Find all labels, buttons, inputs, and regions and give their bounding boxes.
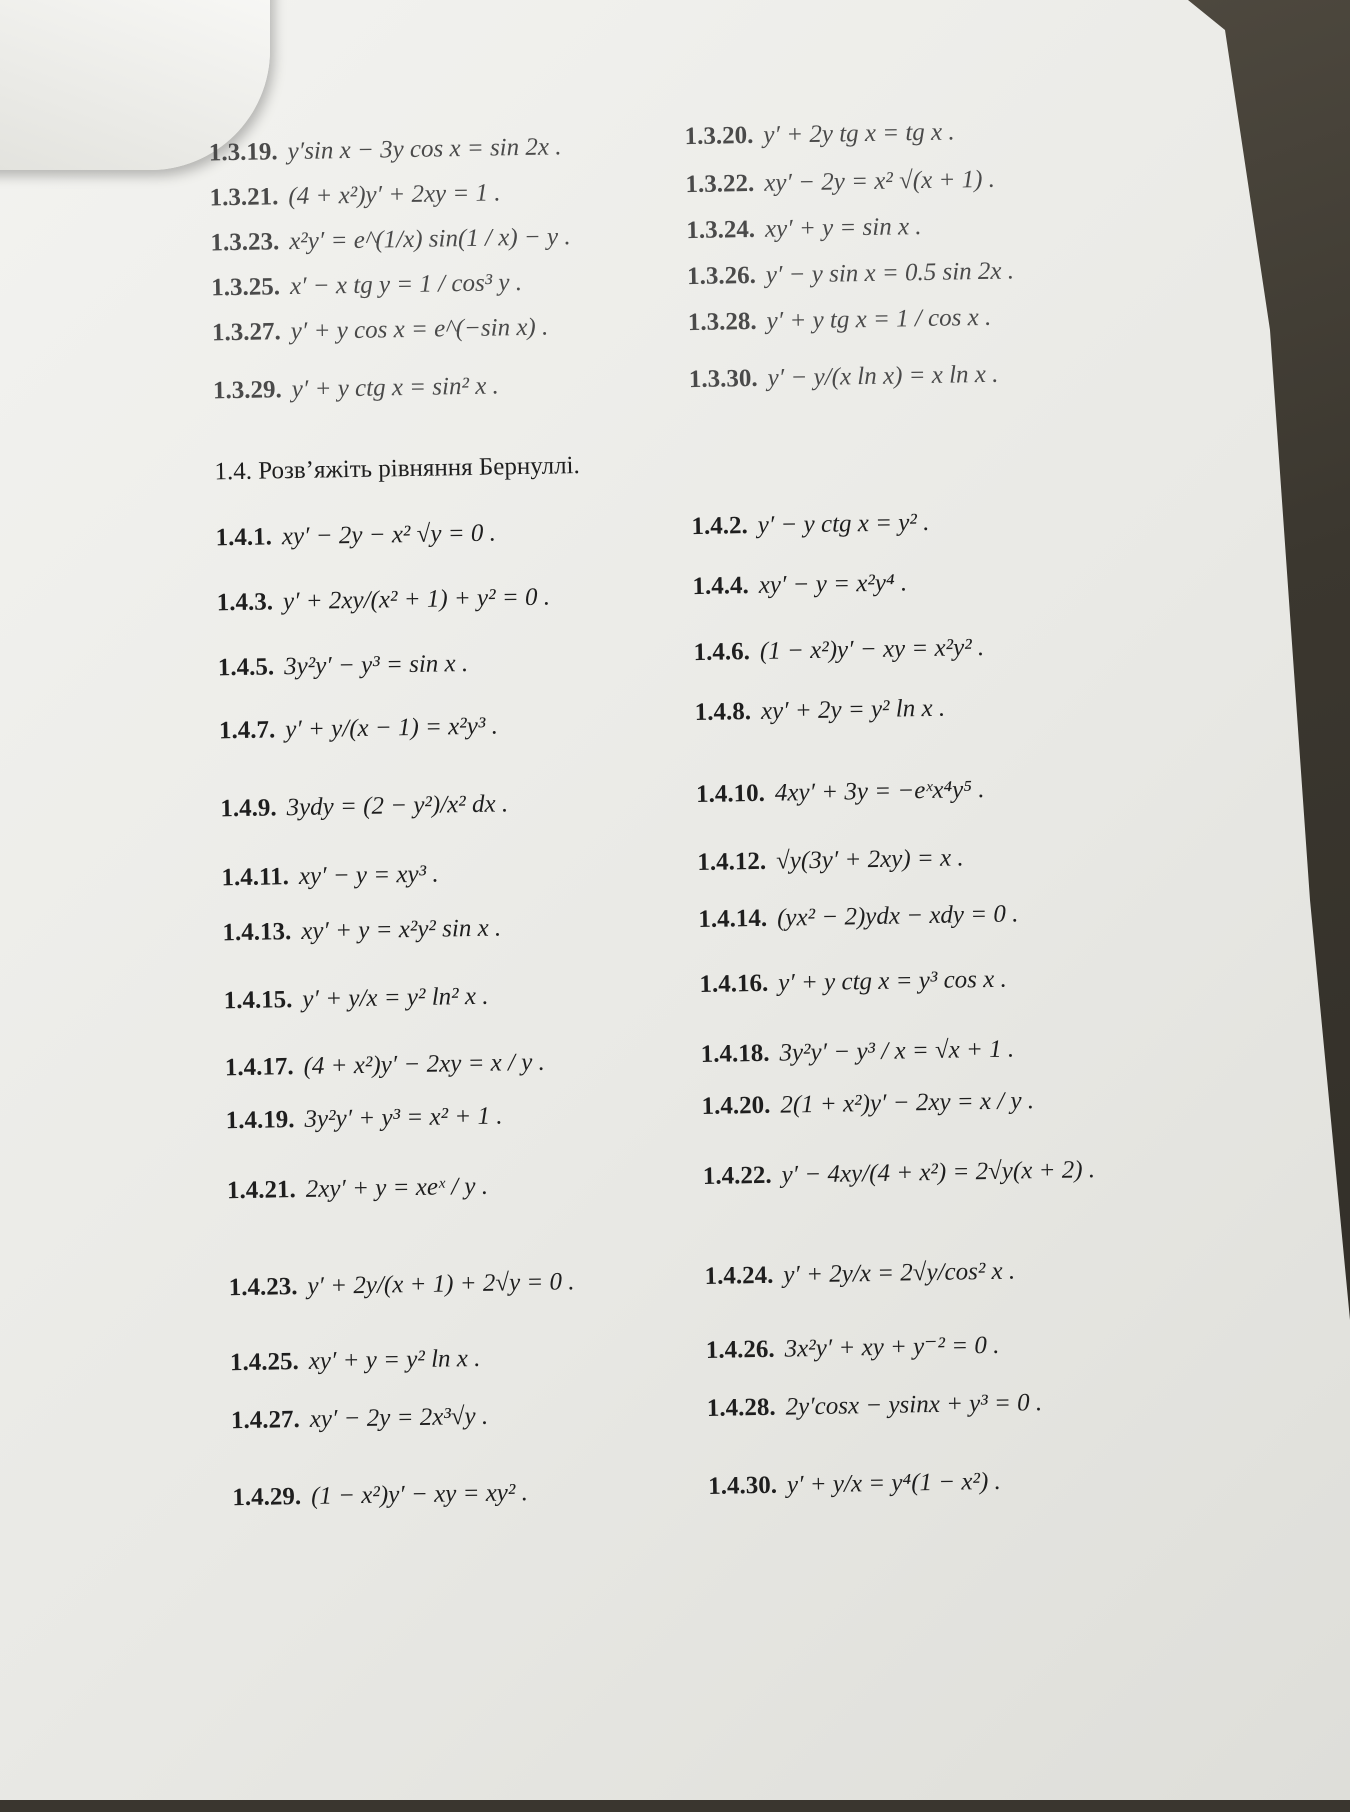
problem-equation: xy′ + 2y = y² ln x . [760, 694, 946, 725]
problem-equation: 3y²y′ − y³ = sin x . [283, 650, 469, 681]
problem-1-4-15 [223, 982, 488, 1017]
problem-equation: xy′ − 2y − x² √y = 0 . [281, 519, 497, 551]
problem-equation: y′ + 2y/x = 2√y/cos² x . [783, 1257, 1016, 1289]
problem-1-4-18 [700, 1035, 1014, 1070]
problem-equation: y′ + y/(x − 1) = x²y³ . [284, 712, 499, 744]
problem-number: 1.4.5. [217, 653, 275, 682]
problem-1-3-28 [688, 303, 992, 338]
problem-1-3-20 [684, 117, 954, 152]
problem-number: 1.4.26. [705, 1335, 775, 1364]
problem-number: 1.4.29. [232, 1483, 302, 1512]
problem-1-3-27 [212, 313, 549, 349]
problem-number: 1.3.25. [211, 273, 281, 302]
problem-equation: x′ − x tg y = 1 / cos³ y . [289, 269, 523, 301]
problem-equation: xy′ + y = y² ln x . [308, 1344, 481, 1375]
problem-equation: y′ + y/x = y⁴(1 − x²) . [786, 1467, 1002, 1499]
problem-1-4-9 [220, 789, 508, 824]
problem-equation: y′ + 2y tg x = tg x . [763, 118, 955, 149]
problem-equation: y′ + 2y/(x + 1) + 2√y = 0 . [307, 1268, 575, 1300]
problem-number: 1.4.10. [695, 779, 766, 809]
problem-equation: xy′ + y = x²y² sin x . [301, 914, 502, 945]
problem-1-4-14 [698, 899, 1019, 935]
problem-number: 1.4.20. [701, 1091, 771, 1121]
problem-equation: xy′ − y = xy³ . [298, 860, 439, 890]
problem-number: 1.3.28. [687, 307, 757, 337]
problem-number: 1.4.19. [225, 1106, 295, 1135]
problem-equation: y′ − y sin x = 0.5 sin 2x . [765, 257, 1015, 289]
problem-1-4-26 [706, 1331, 1000, 1366]
problem-number: 1.3.22. [685, 169, 755, 199]
problem-1-4-25 [230, 1344, 481, 1378]
problem-1-3-26 [687, 256, 1014, 292]
problem-1-4-19 [226, 1101, 503, 1136]
problem-number: 1.4.15. [223, 986, 293, 1015]
problem-number: 1.3.29. [212, 376, 283, 405]
problem-1-3-25 [211, 268, 522, 303]
problem-equation: (1 − x²)y′ − xy = x²y² . [759, 634, 985, 665]
problem-number: 1.4.4. [692, 572, 750, 601]
problem-number: 1.3.23. [210, 228, 280, 257]
problem-equation: y′ + y tg x = 1 / cos x . [766, 303, 992, 335]
problem-number: 1.4.11. [221, 863, 290, 892]
problem-equation: x²y′ = e^(1/x) sin(1 / x) − y . [288, 223, 571, 256]
problem-1-4-22 [703, 1155, 1096, 1192]
problem-number: 1.4.1. [215, 523, 273, 552]
problem-1-4-27 [231, 1402, 489, 1436]
problem-equation: 3ydy = (2 − y²)/x² dx . [286, 790, 509, 822]
problem-1-4-13 [222, 913, 501, 948]
problem-number: 1.4.18. [700, 1039, 770, 1069]
problem-equation: 2xy′ + y = xeˣ / y . [305, 1172, 489, 1203]
problem-1-3-30 [689, 360, 999, 395]
problem-equation: y′ + y cos x = e^(−sin x) . [290, 313, 549, 346]
section-title: 1.4. Розв’яжіть рівняння Бернуллі. [214, 452, 580, 486]
problem-1-4-28 [707, 1388, 1043, 1424]
problem-number: 1.4.6. [693, 638, 751, 667]
problem-number: 1.4.13. [222, 918, 292, 947]
problem-number: 1.4.27. [230, 1406, 300, 1435]
problem-equation: y′ − y ctg x = y² . [757, 508, 930, 539]
problem-equation: 3y²y′ − y³ / x = √x + 1 . [779, 1035, 1015, 1067]
problem-equation: y′ + 2xy/(x² + 1) + y² = 0 . [282, 583, 551, 616]
problem-1-4-24 [704, 1257, 1015, 1292]
problem-equation: y′sin x − 3y cos x = sin 2x . [287, 133, 562, 166]
problem-equation: y′ − 4xy/(4 + x²) = 2√y(x + 2) . [781, 1156, 1096, 1189]
problem-equation: (1 − x²)y′ − xy = xy² . [310, 1479, 529, 1510]
problem-1-3-19 [209, 132, 562, 168]
problem-number: 1.4.22. [702, 1161, 772, 1190]
problem-number: 1.4.23. [228, 1273, 298, 1302]
problem-equation: xy′ − y = x²y⁴ . [758, 569, 908, 599]
problem-equation: xy′ − 2y = 2x³√y . [309, 1402, 489, 1433]
problem-1-3-21 [209, 178, 500, 213]
problem-1-4-16 [699, 965, 1007, 1000]
problem-number: 1.3.20. [684, 121, 754, 151]
problem-equation: y′ + y/x = y² ln² x . [302, 982, 489, 1013]
problem-number: 1.4.17. [224, 1053, 294, 1082]
problem-1-4-1 [215, 519, 496, 554]
problem-equation: 2y′cosx − ysinx + y³ = 0 . [785, 1389, 1043, 1421]
problem-number: 1.3.27. [211, 318, 282, 347]
problem-number: 1.4.30. [708, 1471, 778, 1500]
problem-number: 1.4.21. [226, 1176, 296, 1205]
problem-1-3-23 [210, 222, 571, 258]
problem-equation: 2(1 + x²)y′ − 2xy = x / y . [780, 1087, 1035, 1119]
problem-number: 1.4.3. [216, 588, 274, 617]
problem-number: 1.4.7. [218, 716, 276, 745]
problem-number: 1.4.9. [220, 794, 277, 823]
problem-number: 1.4.8. [694, 698, 752, 727]
problem-number: 1.4.14. [698, 904, 768, 934]
problem-1-4-11 [221, 860, 439, 894]
problem-equation: y′ − y/(x ln x) = x ln x . [767, 360, 999, 392]
problem-1-4-29 [232, 1478, 528, 1513]
problem-equation: xy′ − 2y = x² √(x + 1) . [764, 165, 996, 197]
problem-number: 1.3.21. [209, 183, 279, 212]
problem-equation: (yx² − 2)ydx − xdy = 0 . [776, 900, 1019, 932]
problem-number: 1.3.19. [208, 138, 278, 167]
problem-1-4-30 [708, 1467, 1001, 1502]
problem-1-4-6 [693, 633, 984, 668]
problem-equation: (4 + x²)y′ − 2xy = x / y . [303, 1048, 546, 1080]
problem-equation: y′ + y ctg x = y³ cos x . [777, 965, 1007, 997]
problem-equation: xy′ + y = sin x . [764, 213, 922, 243]
problem-number: 1.4.12. [697, 847, 767, 877]
problem-number: 1.4.16. [699, 969, 769, 999]
problem-equation: (4 + x²)y′ + 2xy = 1 . [288, 179, 501, 211]
problem-1-4-8 [694, 694, 945, 728]
problem-1-4-12 [697, 843, 964, 878]
problem-equation: 3x²y′ + xy + y⁻² = 0 . [784, 1331, 1000, 1363]
problem-1-4-7 [219, 712, 498, 747]
problem-number: 1.4.24. [704, 1261, 774, 1290]
problem-number: 1.4.25. [229, 1348, 299, 1377]
problem-equation: √y(3y′ + 2xy) = x . [775, 844, 964, 875]
problem-1-3-24 [686, 212, 922, 246]
problem-number: 1.3.24. [686, 215, 756, 245]
problem-1-4-10 [696, 775, 985, 810]
problem-1-4-4 [692, 568, 907, 602]
problem-1-4-5 [218, 649, 469, 683]
problem-1-4-21 [227, 1172, 489, 1207]
problem-number: 1.4.28. [706, 1393, 776, 1422]
problem-1-4-20 [701, 1086, 1034, 1122]
problem-number: 1.3.30. [688, 364, 758, 394]
problem-number: 1.3.26. [686, 261, 757, 291]
problem-1-4-23 [228, 1267, 574, 1303]
problem-1-4-2 [691, 508, 929, 542]
problem-1-3-22 [685, 165, 995, 200]
problem-number: 1.4.2. [691, 512, 748, 541]
problem-1-4-3 [216, 583, 550, 619]
problem-1-4-17 [225, 1048, 545, 1084]
problem-equation: 4xy′ + 3y = −eˣx⁴y⁵ . [774, 776, 985, 807]
problem-1-3-29 [213, 371, 499, 406]
problem-equation: 3y²y′ + y³ = x² + 1 . [304, 1102, 503, 1133]
problem-equation: y′ + y ctg x = sin² x . [291, 372, 500, 404]
